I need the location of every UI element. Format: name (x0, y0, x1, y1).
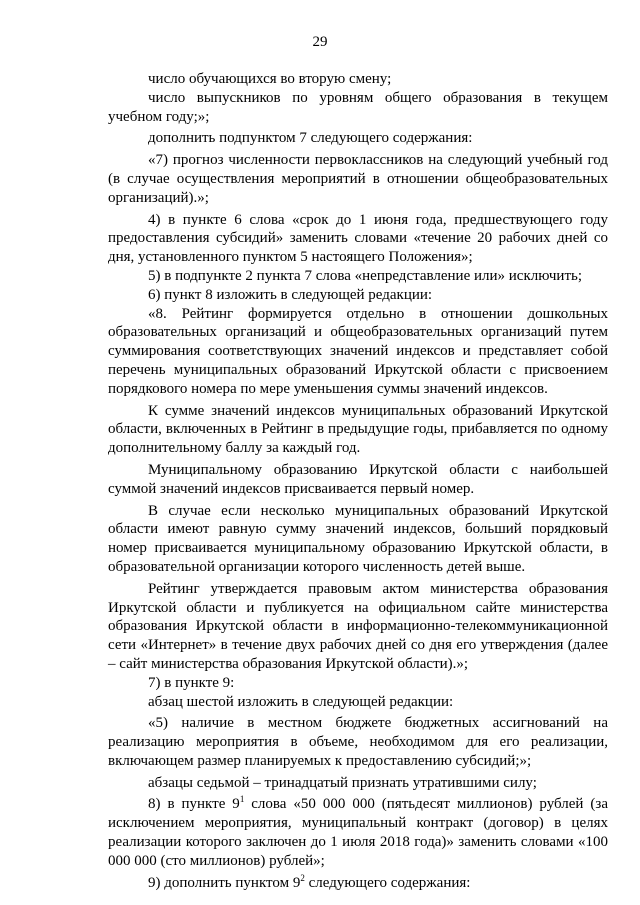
paragraph-text: 8) в пункте 9 (148, 796, 240, 813)
paragraph: Рейтинг утверждается правовым актом министерства образования Иркутской области и публикуется на официальном сайте министерства образования Иркутской области в информационно-телекоммуникационной сети «Интернет» в течение двух рабочих дней со дня его утверждения (далее – сайт министерства образования Иркутской области).»; (108, 580, 608, 672)
paragraph-text: слова «50 000 000 (пятьдесят миллионов) рублей (за исключением мероприятия, муниципальный контракт (договор) в целях реализации которого заключен до 1 июля 2018 года)» заменить словами «100 000 000 (сто миллионов) рублей»; (108, 796, 608, 869)
paragraph-item-8 (108, 795, 608, 870)
paragraph: абзацы седьмой – тринадцатый признать утратившими силу; (148, 774, 537, 791)
paragraph: В случае если несколько муниципальных образований Иркутской области имеют равную сумму значений индексов, больший порядковый номер присваивается муниципальному образованию Иркутской области, в образовательной организации которого численность детей выше. (108, 502, 608, 575)
paragraph: число выпускников по уровням общего образования в текущем учебном году;»; (108, 89, 608, 125)
paragraph: «7) прогноз численности первоклассников на следующий учебный год (в случае осуществления мероприятий в отношении общеобразовательных организаций).»; (108, 152, 608, 206)
page-number: 29 (312, 34, 328, 50)
paragraph: 5) в подпункте 2 пункта 7 слова «непредставление или» исключить; (148, 267, 583, 284)
paragraph: К сумме значений индексов муниципальных образований Иркутской области, включенных в Рейтинг в предыдущие годы, прибавляется по одному дополнительному баллу за каждый год. (108, 402, 608, 457)
superscript: 2 (300, 872, 305, 883)
superscript: 1 (239, 794, 245, 805)
paragraph: 4) в пункте 6 слова «срок до 1 июня года, предшествующего году предоставления субсидий» заменить словами «течение 20 рабочих дней со дня, установленного пунктом 5 настоящего Положения»; (108, 211, 608, 266)
paragraph: число обучающихся во вторую смену; (148, 71, 392, 87)
paragraph-item-9 (108, 874, 608, 893)
paragraph-text: следующего содержания: (304, 874, 471, 891)
paragraph: 7) в пункте 9: (148, 674, 235, 691)
paragraph-list (108, 70, 608, 792)
paragraph: 6) пункт 8 изложить в следующей редакции: (148, 286, 433, 303)
document-body (108, 70, 608, 892)
paragraph: абзац шестой изложить в следующей редакции: (148, 693, 454, 710)
paragraph: Муниципальному образованию Иркутской области с наибольшей суммой значений индексов присваивается первый номер. (108, 461, 608, 497)
paragraph: дополнить подпунктом 7 следующего содержания: (148, 130, 473, 147)
paragraph: «8. Рейтинг формируется отдельно в отношении дошкольных образовательных организаций и общеобразовательных организаций путем суммирования соответствующих значений индексов и представляет собой перечень муниципальных образований Иркутской области с присвоением порядкового номера по мере уменьшения суммы значений индексов. (108, 305, 608, 397)
paragraph-text: 9) дополнить пунктом 9 (148, 874, 301, 891)
paragraph: «5) наличие в местном бюджете бюджетных ассигнований на реализацию мероприятия в объеме, необходимом для его реализации, включающем размер планируемых к предоставлению субсидий;»; (108, 715, 608, 769)
